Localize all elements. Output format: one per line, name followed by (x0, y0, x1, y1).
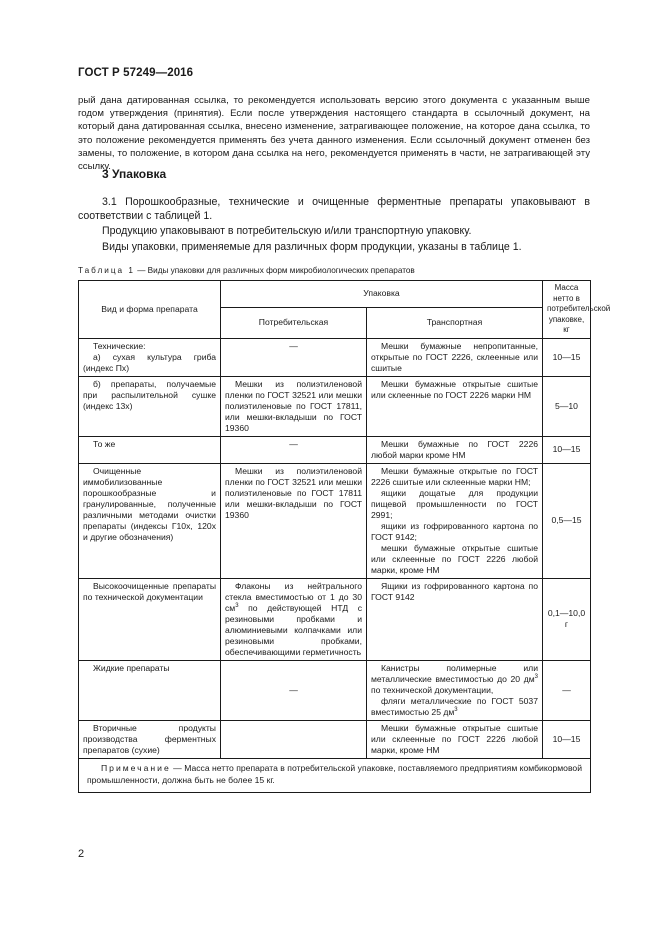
consumer-text-b: по действующей НТД с резиновыми пробками и алюминиевыми колпачками или резиновыми пробками, обеспечивающими герметичность (225, 602, 362, 657)
intro-paragraph: рый дана датированная ссылка, то рекомендуется использовать версию этого документа с указанным выше годом утверждения (принятия). Если после утверждения настоящего стандарта в ссылочный документ, на который дана датированная ссылка, внесено изменение, затрагивающее положение, на которое дана ссылка, то это положение рекомендуется применять без учета данного изменения. Если ссылочный документ отменен без замены, то положение, в котором дана ссылка на него, рекомендуется применять в части, не затрагивающей эту ссылку. (78, 95, 590, 173)
note-label: Примечание (101, 762, 171, 773)
transport-text-a: Канистры полимерные или металлические вместимостью до 20 дм (371, 662, 538, 684)
transport-text-c: фляги металлические по ГОСТ 5037 вместимостью 25 дм (371, 695, 538, 717)
document-header: ГОСТ Р 57249—2016 (78, 67, 194, 79)
transport-line (371, 696, 538, 718)
cell-transport: Ящики из гофрированного картона по ГОСТ 9142 (367, 578, 543, 660)
header-packaging: Упаковка (221, 281, 543, 308)
cell-consumer: — (221, 660, 367, 720)
paragraph-packaging: Продукцию упаковывают в потребительскую и/или транспортную упаковку. (102, 225, 472, 237)
table-row (79, 338, 591, 376)
transport-line (371, 663, 538, 696)
cell-transport: Мешки бумажные открытые сшитые или склеенные по ГОСТ 2226 марки НМ (367, 376, 543, 436)
table-row (79, 376, 591, 436)
cell-mass: 10—15 (543, 338, 591, 376)
header-product-type: Вид и форма препарата (79, 281, 221, 339)
superscript: 3 (454, 706, 458, 713)
cell-transport (367, 463, 543, 578)
cell-transport: Мешки бумажные непропитанные, открытые по ГОСТ 2226, склеенные или сшитые (367, 338, 543, 376)
cell-product-type: Высокоочищенные препараты по технической документации (79, 578, 221, 660)
transport-line: ящики из гофрированного картона по ГОСТ 9142; (371, 520, 538, 542)
cell-product-type: То же (79, 436, 221, 463)
cell-product-type: б) препараты, получаемые при распылительной сушке (индекс 13х) (79, 376, 221, 436)
table-note-row (79, 758, 591, 792)
type-line: а) сухая культура гриба (индекс Пх) (83, 351, 216, 373)
packaging-table (78, 280, 611, 793)
cell-consumer: — (221, 338, 367, 376)
superscript: 3 (534, 673, 538, 680)
transport-line: Мешки бумажные открытые по ГОСТ 2226 сшитые или склеенные марки НМ; (371, 465, 538, 487)
header-consumer: Потребительская (221, 307, 367, 338)
section-title: 3 Упаковка (102, 167, 167, 181)
header-net-mass: Масса нетто в потребительской упаковке, кг (543, 281, 591, 339)
cell-consumer: Мешки из полиэтиленовой пленки по ГОСТ 32521 или мешки полиэтиленовые по ГОСТ 17811, или мешки-вкладыши по ГОСТ 19360 (221, 376, 367, 436)
paragraph-table-ref: Виды упаковки, применяемые для различных форм продукции, указаны в таблице 1. (102, 241, 522, 253)
table-caption-text: — Виды упаковки для различных форм микробиологических препаратов (134, 266, 415, 275)
cell-mass: 5—10 (543, 376, 591, 436)
paragraph-3-1: 3.1 Порошкообразные, технические и очищенные ферментные препараты упаковывают в соответствии с таблицей 1. (78, 196, 590, 222)
cell-mass: 10—15 (543, 436, 591, 463)
cell-transport (367, 660, 543, 720)
header-transport: Транспортная (367, 307, 543, 338)
table-row (79, 463, 591, 578)
cell-mass: 10—15 (543, 720, 591, 758)
cell-mass: — (543, 660, 591, 720)
cell-consumer: Мешки из полиэтиленовой пленки по ГОСТ 32521 или мешки полиэтиленовые по ГОСТ 17811 или мешки-вкладыши по ГОСТ 19360 (221, 463, 367, 578)
cell-transport: Мешки бумажные по ГОСТ 2226 любой марки кроме НМ (367, 436, 543, 463)
cell-mass: 0,1—10,0 г (543, 578, 591, 660)
cell-product-type (79, 338, 221, 376)
cell-consumer: — (221, 436, 367, 463)
type-line: Технические: (93, 340, 146, 351)
cell-transport: Мешки бумажные открытые сшитые или склеенные по ГОСТ 2226 любой марки, кроме НМ (367, 720, 543, 758)
table-note (79, 758, 591, 792)
cell-consumer (221, 720, 367, 758)
cell-product-type: Вторичные продукты производства ферментных препаратов (сухие) (79, 720, 221, 758)
transport-text-b: по технической документации, (371, 684, 494, 695)
transport-line: мешки бумажные открытые сшитые или склеенные по ГОСТ 2226 любой марки, кроме НМ (371, 542, 538, 575)
cell-product-type: Жидкие препараты (79, 660, 221, 720)
cell-consumer (221, 578, 367, 660)
cell-product-type: Очищенные иммобилизованные порошкообразные и гранулированные, полученные различными методами очистки препараты (индексы Г10х, 120х и другие обозначения) (79, 463, 221, 578)
table-row (79, 578, 591, 660)
table-row (79, 720, 591, 758)
table-caption (78, 266, 415, 275)
cell-mass: 0,5—15 (543, 463, 591, 578)
consumer-text-a: Флаконы из нейтрального стекла вместимостью от 1 до 30 см (225, 580, 362, 613)
table-caption-label: Таблица 1 (78, 266, 135, 275)
superscript: 3 (235, 602, 239, 609)
note-text: — Масса нетто препарата в потребительской упаковке, поставляемого предприятиям комбикормовой промышленности, должна быть не более 15 кг. (87, 762, 582, 785)
page-number: 2 (78, 848, 85, 860)
table-row (79, 436, 591, 463)
table-row (79, 660, 591, 720)
transport-line: ящики дощатые для продукции пищевой промышленности по ГОСТ 2991; (371, 487, 538, 520)
